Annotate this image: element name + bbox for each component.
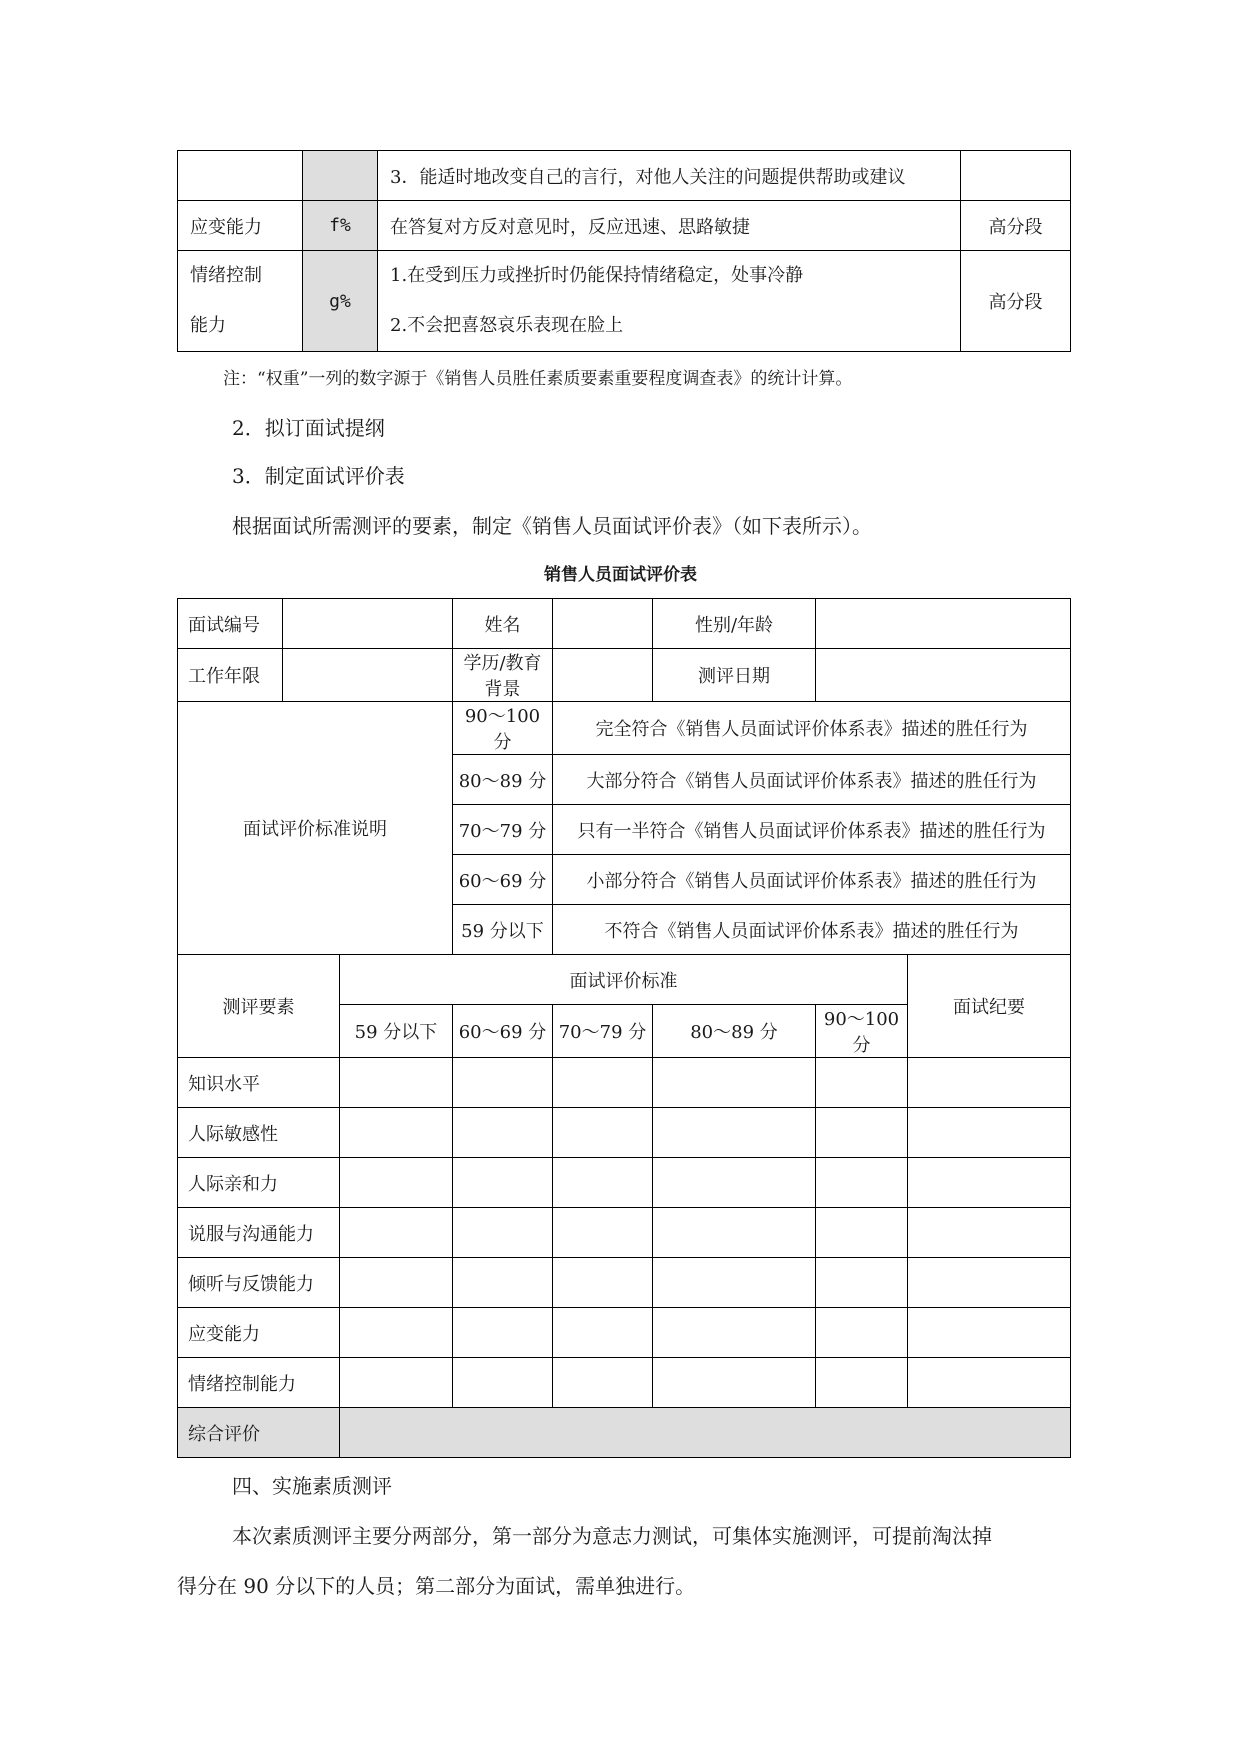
table-row	[178, 1258, 1071, 1308]
description-line: 2.不会把喜怒哀乐表现在脸上	[390, 315, 624, 336]
education-label: 学历/教育背景	[453, 649, 553, 702]
score-cell	[340, 1058, 453, 1108]
element-label: 倾听与反馈能力	[178, 1258, 340, 1308]
gender-age-value	[816, 599, 1071, 649]
score-cell	[553, 1358, 653, 1408]
score-range: 90～100 分	[453, 702, 553, 755]
score-column-header: 70～79 分	[553, 1005, 653, 1058]
score-cell	[340, 1108, 453, 1158]
table-row	[178, 1408, 1071, 1458]
eval-date-value	[816, 649, 1071, 702]
table-row	[178, 1308, 1071, 1358]
competency-weight-table	[177, 150, 1071, 352]
work-years-label: 工作年限	[178, 649, 283, 702]
level-cell	[961, 151, 1071, 201]
score-range: 59 分以下	[453, 905, 553, 955]
score-cell	[553, 1308, 653, 1358]
standard-label: 面试评价标准说明	[178, 702, 453, 955]
element-label: 应变能力	[178, 1308, 340, 1358]
score-cell	[453, 1258, 553, 1308]
score-cell	[653, 1058, 816, 1108]
score-cell	[653, 1258, 816, 1308]
paragraph: 根据面试所需测评的要素，制定《销售人员面试评价表》（如下表所示）。	[232, 514, 872, 538]
table-row	[178, 649, 1071, 702]
table-row	[178, 955, 1071, 1005]
table-row	[178, 201, 1071, 251]
score-cell	[816, 1258, 908, 1308]
element-label: 人际亲和力	[178, 1158, 340, 1208]
notes-cell	[908, 1308, 1071, 1358]
score-cell	[816, 1308, 908, 1358]
score-cell	[453, 1358, 553, 1408]
level-cell: 高分段	[961, 251, 1071, 352]
standard-description: 大部分符合《销售人员面试评价体系表》描述的胜任行为	[553, 755, 1071, 805]
weight-cell: g%	[303, 251, 378, 352]
score-column-header: 59 分以下	[340, 1005, 453, 1058]
table-row	[178, 1058, 1071, 1108]
score-cell	[816, 1158, 908, 1208]
table-row	[178, 151, 1071, 201]
paragraph-line: 本次素质测评主要分两部分，第一部分为意志力测试，可集体实施测评，可提前淘汰掉	[232, 1524, 992, 1548]
score-cell	[653, 1308, 816, 1358]
score-cell	[653, 1208, 816, 1258]
education-value	[553, 649, 653, 702]
step-heading: 2．拟订面试提纲	[232, 416, 385, 440]
table-title: 销售人员面试评价表	[544, 565, 697, 585]
score-cell	[340, 1358, 453, 1408]
score-cell	[816, 1358, 908, 1408]
score-cell	[340, 1158, 453, 1208]
standard-description: 不符合《销售人员面试评价体系表》描述的胜任行为	[553, 905, 1071, 955]
description-cell: 在答复对方反对意见时，反应迅速、思路敏捷	[378, 201, 961, 251]
standard-description: 完全符合《销售人员面试评价体系表》描述的胜任行为	[553, 702, 1071, 755]
score-column-header: 80～89 分	[653, 1005, 816, 1058]
table-row	[178, 1358, 1071, 1408]
table-row	[178, 1108, 1071, 1158]
element-label: 说服与沟通能力	[178, 1208, 340, 1258]
step-heading: 3．制定面试评价表	[232, 464, 405, 488]
notes-cell	[908, 1358, 1071, 1408]
score-cell	[340, 1258, 453, 1308]
weight-cell	[303, 151, 378, 201]
score-cell	[340, 1308, 453, 1358]
description-cell	[378, 251, 961, 352]
score-cell	[453, 1108, 553, 1158]
score-cell	[653, 1158, 816, 1208]
element-label: 知识水平	[178, 1058, 340, 1108]
notes-cell	[908, 1158, 1071, 1208]
score-cell	[553, 1158, 653, 1208]
criteria-header: 面试评价标准	[340, 955, 908, 1005]
notes-cell	[908, 1058, 1071, 1108]
standard-description: 小部分符合《销售人员面试评价体系表》描述的胜任行为	[553, 855, 1071, 905]
ability-line: 能力	[190, 315, 226, 336]
interview-no-value	[283, 599, 453, 649]
paragraph-line: 得分在 90 分以下的人员；第二部分为面试，需单独进行。	[177, 1574, 696, 1598]
ability-cell: 应变能力	[178, 201, 303, 251]
gender-age-label: 性别/年龄	[653, 599, 816, 649]
notes-cell	[908, 1258, 1071, 1308]
element-label: 情绪控制能力	[178, 1358, 340, 1408]
score-column-header: 60～69 分	[453, 1005, 553, 1058]
score-cell	[340, 1208, 453, 1258]
description-line: 1.在受到压力或挫折时仍能保持情绪稳定，处事冷静	[390, 265, 804, 286]
overall-value	[340, 1408, 1071, 1458]
interview-no-label: 面试编号	[178, 599, 283, 649]
interview-evaluation-table	[177, 598, 1071, 1458]
element-label: 人际敏感性	[178, 1108, 340, 1158]
score-column-header: 90～100 分	[816, 1005, 908, 1058]
table-row	[178, 1208, 1071, 1258]
table-row	[178, 599, 1071, 649]
score-cell	[553, 1258, 653, 1308]
ability-line: 情绪控制	[190, 265, 262, 286]
table-row	[178, 251, 1071, 352]
table-row	[178, 1158, 1071, 1208]
score-range: 80～89 分	[453, 755, 553, 805]
notes-cell	[908, 1208, 1071, 1258]
score-range: 60～69 分	[453, 855, 553, 905]
name-label: 姓名	[453, 599, 553, 649]
table-row	[178, 702, 1071, 755]
score-cell	[816, 1058, 908, 1108]
score-cell	[653, 1108, 816, 1158]
score-cell	[453, 1158, 553, 1208]
section-heading: 四、实施素质测评	[232, 1474, 392, 1498]
description-cell: 3．能适时地改变自己的言行，对他人关注的问题提供帮助或建议	[378, 151, 961, 201]
score-cell	[553, 1058, 653, 1108]
table-note: 注：“权重”一列的数字源于《销售人员胜任素质要素重要程度调查表》的统计计算。	[223, 369, 853, 389]
overall-label: 综合评价	[178, 1408, 340, 1458]
score-cell	[653, 1358, 816, 1408]
score-cell	[553, 1108, 653, 1158]
score-range: 70～79 分	[453, 805, 553, 855]
score-cell	[553, 1208, 653, 1258]
score-cell	[453, 1208, 553, 1258]
weight-cell: f%	[303, 201, 378, 251]
work-years-value	[283, 649, 453, 702]
notes-header: 面试纪要	[908, 955, 1071, 1058]
notes-cell	[908, 1108, 1071, 1158]
score-cell	[816, 1108, 908, 1158]
standard-description: 只有一半符合《销售人员面试评价体系表》描述的胜任行为	[553, 805, 1071, 855]
score-cell	[816, 1208, 908, 1258]
eval-date-label: 测评日期	[653, 649, 816, 702]
ability-cell	[178, 251, 303, 352]
score-cell	[453, 1308, 553, 1358]
ability-cell	[178, 151, 303, 201]
level-cell: 高分段	[961, 201, 1071, 251]
name-value	[553, 599, 653, 649]
element-header: 测评要素	[178, 955, 340, 1058]
score-cell	[453, 1058, 553, 1108]
